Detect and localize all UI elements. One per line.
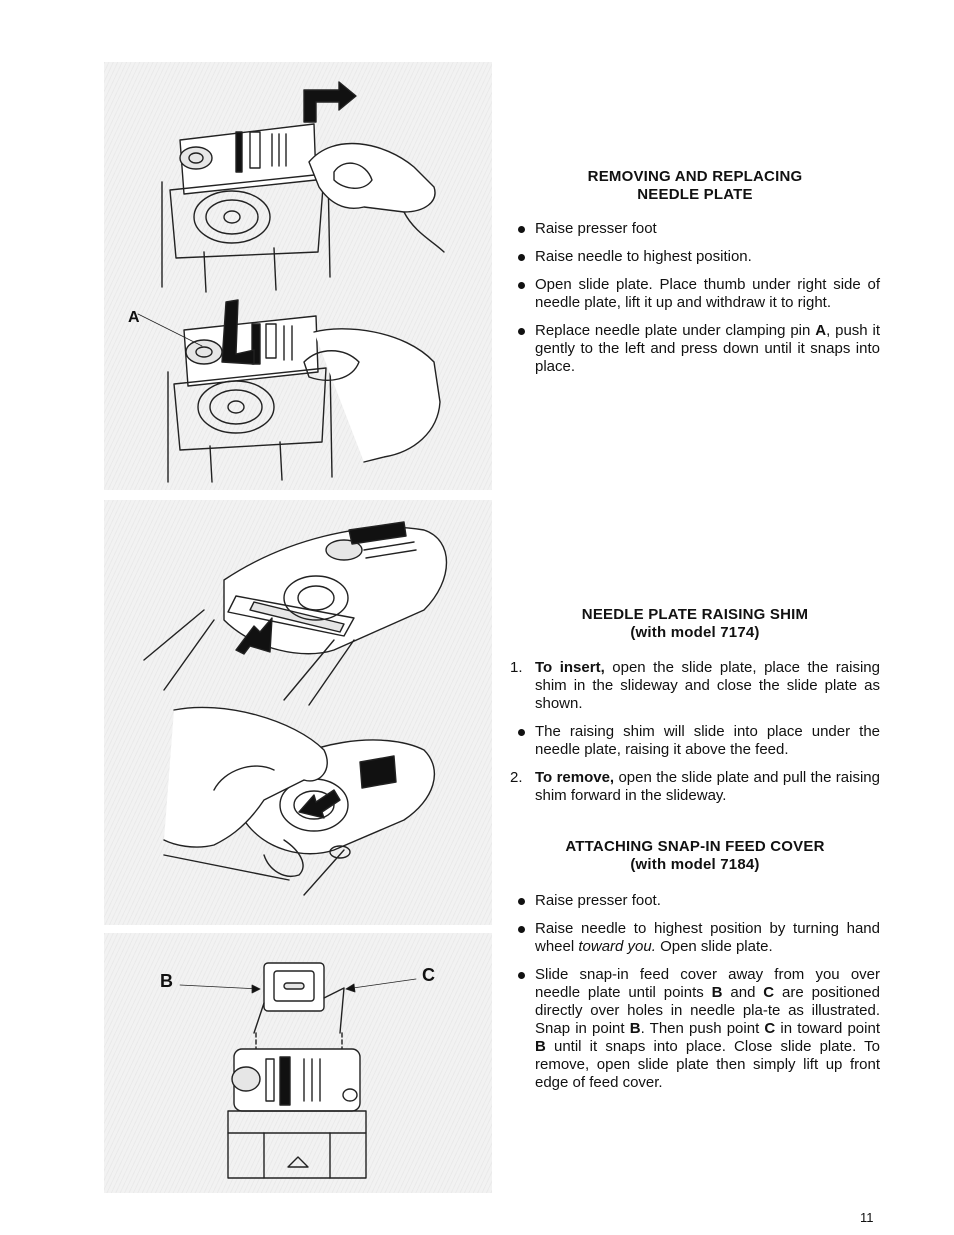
bullet-icon bbox=[518, 898, 525, 905]
section-feed-cover bbox=[510, 838, 880, 1092]
list-item: Raise presser foot bbox=[510, 220, 880, 238]
label-b: B bbox=[160, 971, 173, 991]
illustration-raising-shim bbox=[104, 500, 492, 925]
section-removing-needle-plate bbox=[510, 168, 880, 376]
label-c: C bbox=[422, 965, 435, 985]
list-item: 1. To insert, open the slide plate, place the raising shim in the slideway and close the slide plate as shown. bbox=[510, 659, 880, 712]
heading-removing-needle-plate: REMOVING AND REPLACING NEEDLE PLATE bbox=[587, 168, 803, 203]
section-raising-shim bbox=[510, 606, 880, 805]
list-item: Raise needle to highest position. bbox=[510, 248, 880, 266]
illustration-remove-needle-plate bbox=[104, 62, 492, 490]
list-item: Raise presser foot. bbox=[510, 892, 880, 910]
list-item: Open slide plate. Place thumb under right side of needle plate, lift it up and withdraw it to right. bbox=[510, 276, 880, 312]
page-number: 11 bbox=[860, 1210, 874, 1225]
list-item: Slide snap-in feed cover away from you over needle plate until points B and C are positioned directly over holes in needle pla-te as illustrated. Snap in point B. Then push point C in toward point B until it snaps into place. Close slide plate. To remove, open slide plate then simply lift up front edge of feed cover. bbox=[510, 966, 880, 1092]
list-item: Raise needle to highest position by turning hand wheel toward you. Open slide plate. bbox=[510, 920, 880, 956]
bullet-icon bbox=[518, 972, 525, 979]
bullet-icon bbox=[518, 926, 525, 933]
bullet-icon bbox=[518, 254, 525, 261]
bullet-icon bbox=[518, 729, 525, 736]
label-a: A bbox=[128, 309, 140, 326]
heading-raising-shim: NEEDLE PLATE RAISING SHIM (with model 7174) bbox=[581, 606, 809, 641]
illustration-feed-cover bbox=[104, 933, 492, 1193]
bullet-icon bbox=[518, 328, 525, 335]
raising-shim-drawing bbox=[104, 500, 492, 925]
list-item: The raising shim will slide into place under the needle plate, raising it above the feed. bbox=[510, 723, 880, 759]
bullet-icon bbox=[518, 282, 525, 289]
list-item: Replace needle plate under clamping pin A, push it gently to the left and press down until it snaps into place. bbox=[510, 322, 880, 376]
needle-plate-removal-drawing bbox=[104, 62, 492, 490]
list-item: 2. To remove, open the slide plate and pull the raising shim forward in the slideway. bbox=[510, 769, 880, 804]
heading-feed-cover: ATTACHING SNAP-IN FEED COVER (with model 7184) bbox=[565, 838, 825, 873]
feed-cover-drawing bbox=[104, 933, 492, 1193]
bullet-icon bbox=[518, 226, 525, 233]
